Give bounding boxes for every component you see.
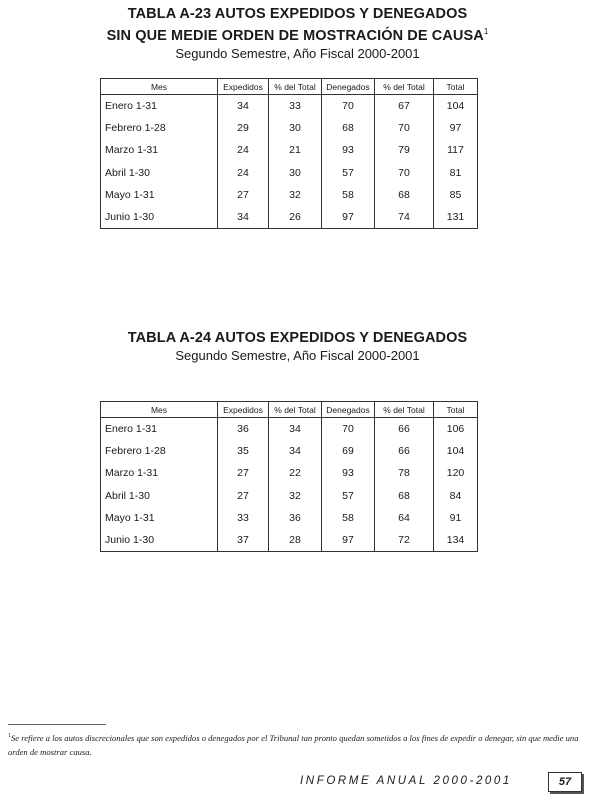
table-a23-title-line1: TABLA A-23 AUTOS EXPEDIDOS Y DENEGADOS [127,6,468,22]
table-cell: 35 [218,440,269,462]
table-cell: 72 [375,529,434,552]
column-header: Denegados [322,402,375,418]
table-cell: Abril 1-30 [101,485,218,507]
table-cell: 36 [218,418,269,441]
table-row [101,95,478,118]
footnote-marker: 1 [8,733,11,739]
column-header: Mes [101,402,218,418]
table-cell: 58 [322,184,375,206]
table-cell: 104 [434,440,478,462]
column-header: Expedidos [218,79,269,95]
table-a23-title-line2-text: SIN QUE MEDIE ORDEN DE MOSTRACIÓN DE CAUSA [106,27,484,44]
table-cell: 85 [434,184,478,206]
table-row [101,529,478,552]
table-cell: 34 [269,440,322,462]
table-cell: 104 [434,95,478,118]
table-cell: 57 [322,485,375,507]
report-footer-title: INFORME ANUAL 2000-2001 [300,775,512,787]
column-header: Mes [101,79,218,95]
table-cell: 21 [269,139,322,161]
column-header: % del Total [269,79,322,95]
table-row [101,139,478,161]
table-a24-title-line1: TABLA A-24 AUTOS EXPEDIDOS Y DENEGADOS [127,330,468,346]
page-number: 57 [548,772,582,792]
table-cell: 70 [375,117,434,139]
table-row [101,507,478,529]
table-cell: 74 [375,206,434,229]
table-cell: 27 [218,184,269,206]
table-cell: 26 [269,206,322,229]
table-a23-title-line2 [0,23,595,45]
table-cell: 57 [322,162,375,184]
table-cell: Junio 1-30 [101,206,218,229]
table-cell: 97 [322,529,375,552]
table-row [101,184,478,206]
table-cell: 131 [434,206,478,229]
table-row [101,485,478,507]
table-cell: 93 [322,139,375,161]
table-cell: 28 [269,529,322,552]
column-header: % del Total [375,402,434,418]
table-cell: 91 [434,507,478,529]
table-row [101,162,478,184]
table-cell: 81 [434,162,478,184]
table-cell: 117 [434,139,478,161]
footnote-marker: 1 [483,27,489,36]
table-cell: Marzo 1-31 [101,139,218,161]
table-cell: Enero 1-31 [101,95,218,118]
table-cell: 69 [322,440,375,462]
table-cell: 78 [375,462,434,484]
table-cell: 30 [269,117,322,139]
table-cell: 134 [434,529,478,552]
column-header: Denegados [322,79,375,95]
table-cell: 64 [375,507,434,529]
footnote [8,729,586,759]
table-cell: Marzo 1-31 [101,462,218,484]
column-header: Total [434,402,478,418]
table-a23-subtitle: Segundo Semestre, Año Fiscal 2000-2001 [175,45,420,61]
table-row [101,440,478,462]
table-cell: 68 [322,117,375,139]
table-cell: 66 [375,440,434,462]
column-header: % del Total [269,402,322,418]
table-cell: 68 [375,184,434,206]
table-cell: 97 [322,206,375,229]
table-cell: 24 [218,162,269,184]
table-cell: 106 [434,418,478,441]
table-cell: 58 [322,507,375,529]
footnote-divider [8,724,106,725]
table-cell: 32 [269,485,322,507]
table-cell: 37 [218,529,269,552]
table-cell: 67 [375,95,434,118]
table-cell: 27 [218,485,269,507]
table-cell: 97 [434,117,478,139]
table-a23-title-block [0,6,595,62]
table-cell: 34 [218,206,269,229]
table-cell: 27 [218,462,269,484]
table-row [101,117,478,139]
column-header: Expedidos [218,402,269,418]
table-header-row [101,79,478,95]
table-cell: Enero 1-31 [101,418,218,441]
table-cell: 36 [269,507,322,529]
table-row [101,462,478,484]
table-cell: 24 [218,139,269,161]
table-cell: 30 [269,162,322,184]
table-cell: 33 [269,95,322,118]
table-cell: 68 [375,485,434,507]
table-cell: 22 [269,462,322,484]
footnote-text: Se refiere a los autos discrecionales que son expedidos o denegados por el Tribunal tan pronto quedan sometidos a los fines de expedir o denegar, sin que medie una orden de mostrar causa. [8,732,579,757]
table-cell: Junio 1-30 [101,529,218,552]
table-cell: 34 [269,418,322,441]
table-cell: 84 [434,485,478,507]
table-cell: Mayo 1-31 [101,507,218,529]
table-cell: 66 [375,418,434,441]
table-cell: 34 [218,95,269,118]
table-row [101,418,478,441]
table-cell: 33 [218,507,269,529]
table-cell: Mayo 1-31 [101,184,218,206]
table-a23 [100,78,478,229]
table-cell: 32 [269,184,322,206]
table-row [101,206,478,229]
table-cell: 70 [322,95,375,118]
table-cell: 70 [375,162,434,184]
table-cell: Febrero 1-28 [101,440,218,462]
table-cell: Abril 1-30 [101,162,218,184]
table-header-row [101,402,478,418]
column-header: % del Total [375,79,434,95]
table-a24-subtitle: Segundo Semestre, Año Fiscal 2000-2001 [175,348,420,363]
table-a24-title-block [0,330,595,364]
table-cell: 79 [375,139,434,161]
table-cell: 120 [434,462,478,484]
table-cell: 93 [322,462,375,484]
column-header: Total [434,79,478,95]
table-cell: Febrero 1-28 [101,117,218,139]
table-a24 [100,401,478,552]
table-cell: 29 [218,117,269,139]
table-cell: 70 [322,418,375,441]
